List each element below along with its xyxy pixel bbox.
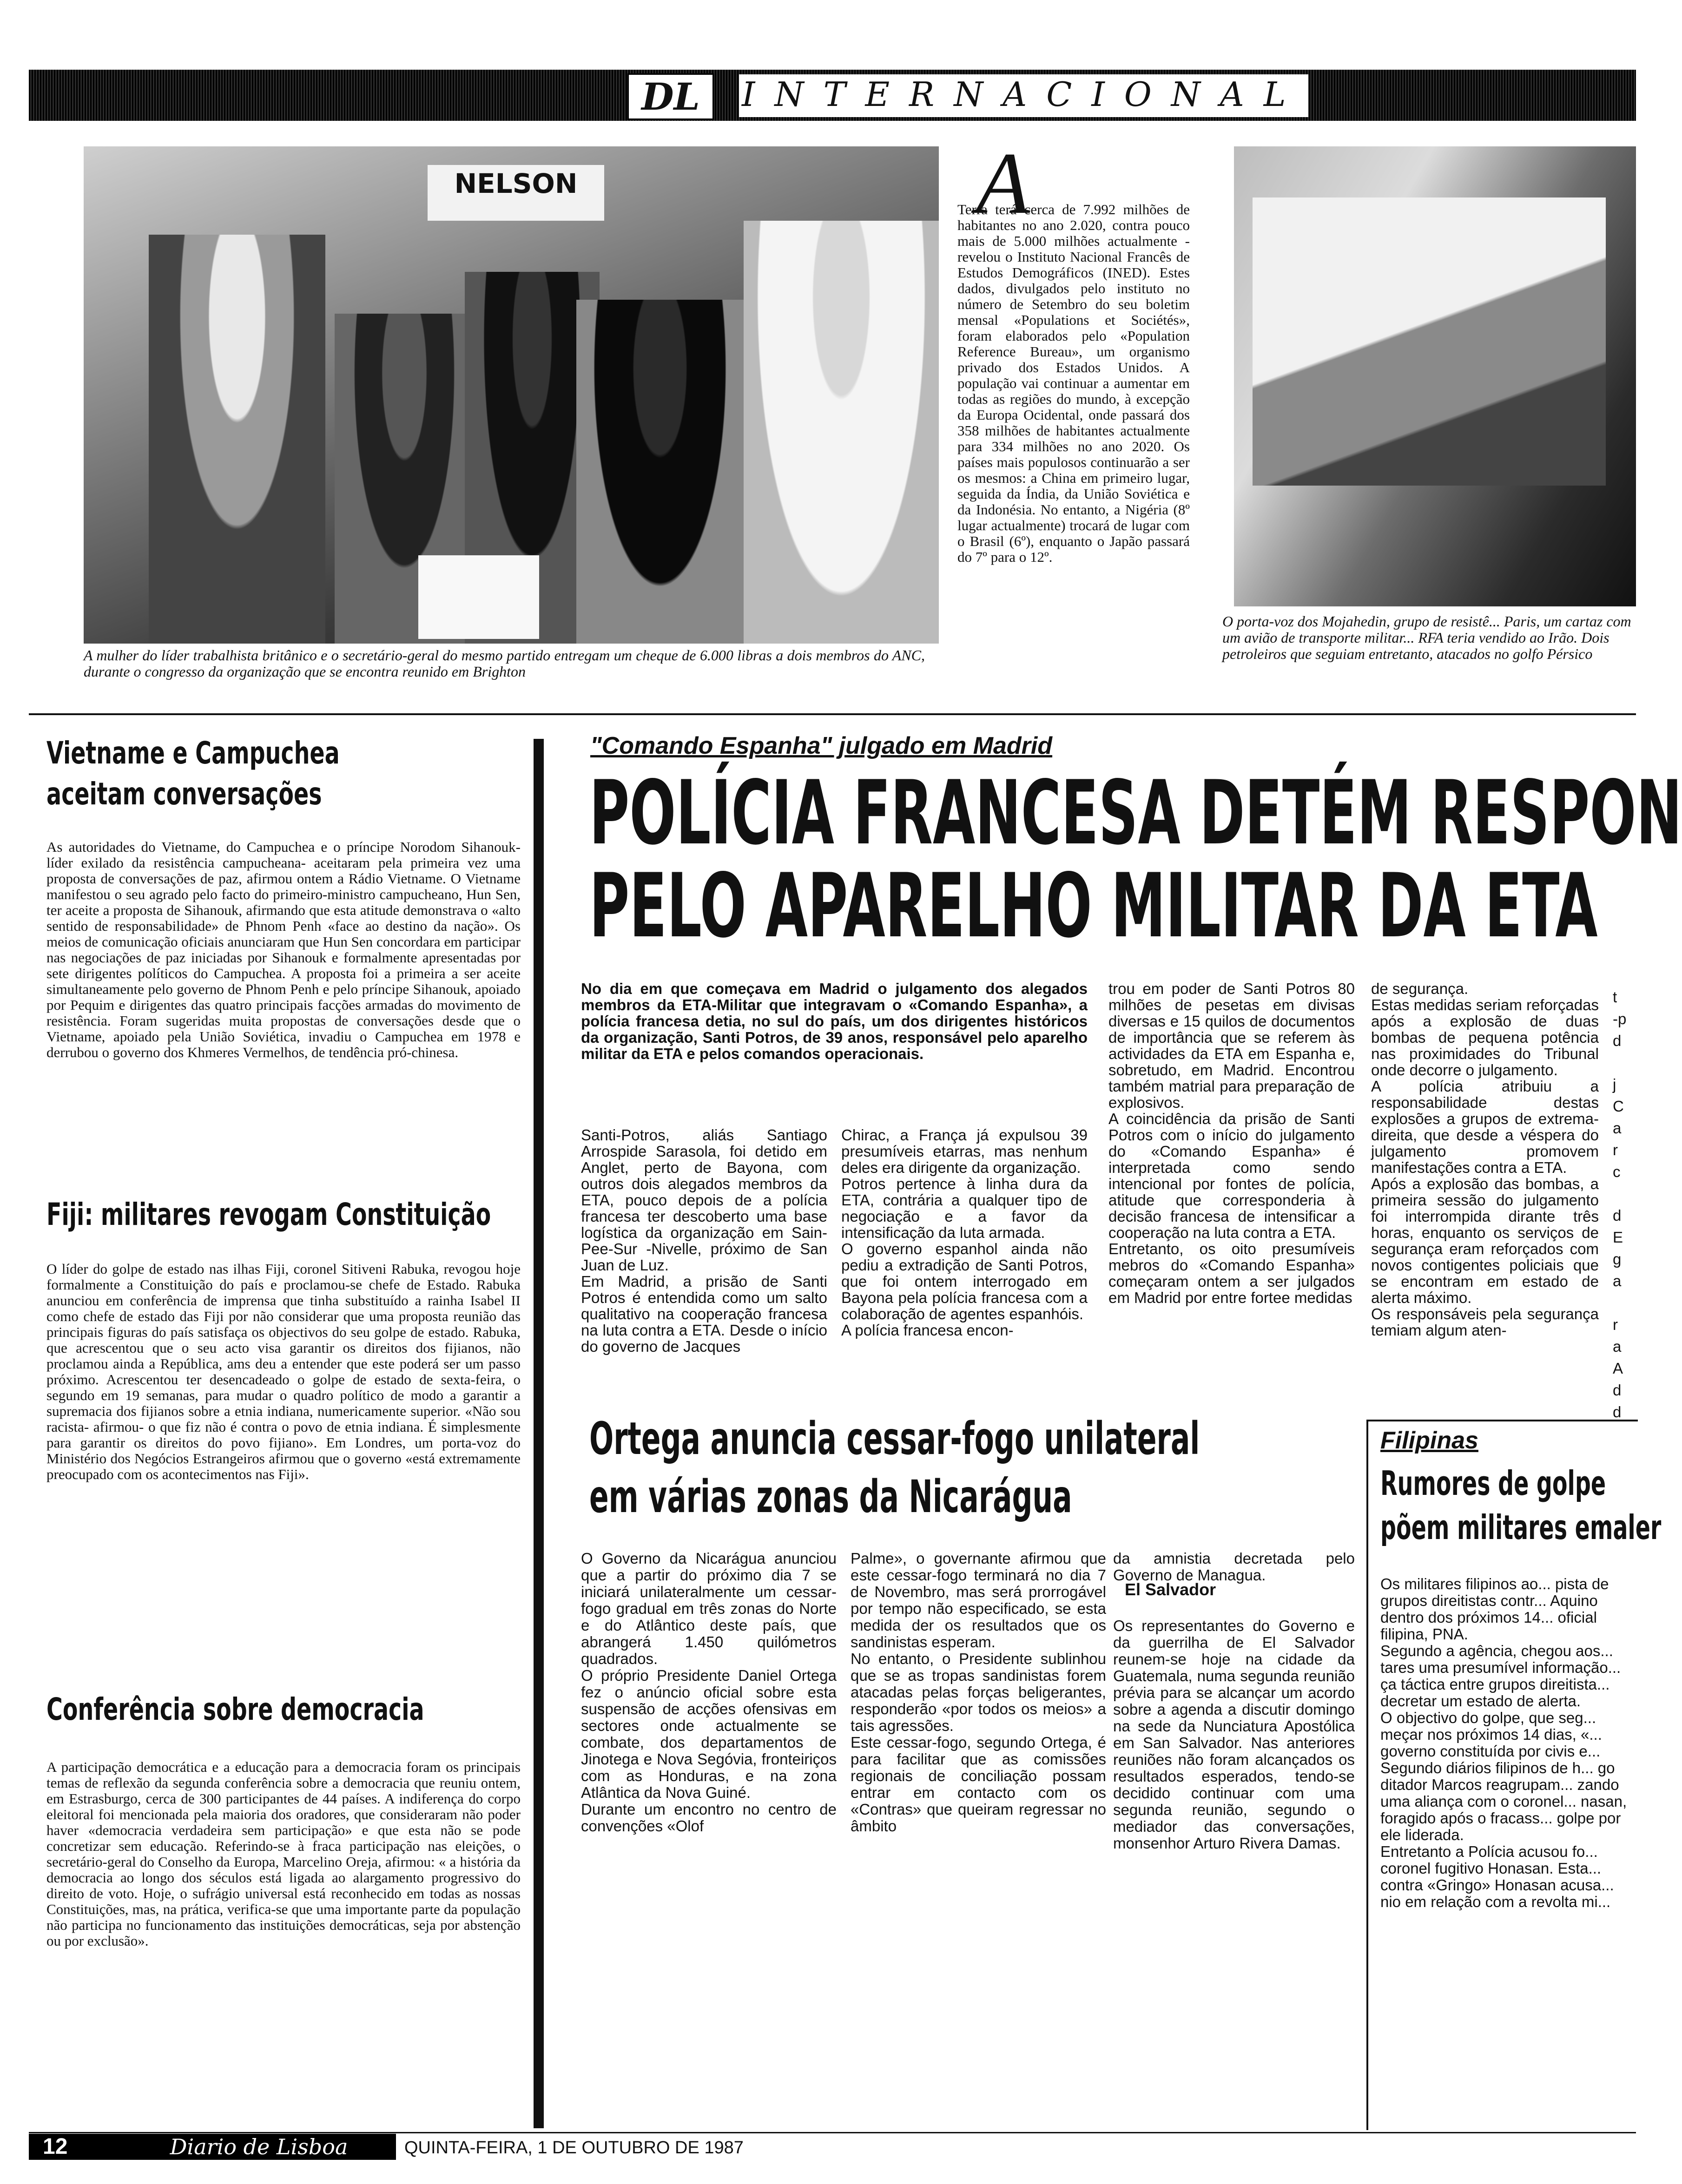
ortega-col3 (1113, 1533, 1355, 1584)
ortega-title-line1 (589, 1413, 1200, 1465)
eta-kicker (590, 732, 1052, 760)
population-article-text (957, 186, 1190, 711)
eta-col1-text: Santi-Potros, aliás Santiago Arrospide Sarasola, foi detido em Anglet, perto de Bayona, com outros dois alegados membros da ETA, pouco depois de a polícia francesa ter descoberto uma base logística da organização em Sain-Pee-Sur -Nivelle, próximo de San Juan de Luz. Em Madrid, a prisão de Santi Potros é entendida como um salto qualitativo na cooperação francesa na luta contra a ETA. Desde o início do governo de Jacques (581, 1126, 827, 1355)
fiji-body (46, 1245, 521, 1654)
fiji-body-text: O líder do golpe de estado nas ilhas Fiji, coronel Sitiveni Rabuka, revogou hoje formalmente a Constituição do país e proclamou-se chefe de Estado. Rabuka anunciou em conferência de imprensa que tinha substituído a rainha Isabel II como chefe de estado das Fiji por não considerar que uma proposta reunião das principais figuras do país satisfaça os objectivos do seu golpe de estado. Rabuka, que acrescentou que o seu acto visa garantir os direitos dos fijianos, não proclamou ainda a República, ams deu a entender que este poderá ser um passo próximo. Acrescentou ter desencadeado o golpe de estado de sexta-feira, o segundo em 19 semanas, para mudar o quadro político de modo a garantir a supremacia dos fijianos sobre a etnia indiana, numericamente superior. «Não sou racista- afirmou- o que fiz não é contra o povo de etnia indiana. É simplesmente para garantir os direitos do povo fijiano». Em Londres, um porta-voz do Ministério dos Negócios Estrangeiros afirmou que o governo «está extremamente preocupado com os acontecimentos nas Fiji». (46, 1261, 521, 1482)
el-salvador-subhead (1125, 1580, 1216, 1599)
eta-headline-2: PELO APARELHO MILITAR DA ETA (589, 855, 1598, 957)
footer-page-number: 12 (43, 2134, 68, 2159)
ortega-col2 (851, 1533, 1106, 2128)
conferencia-body (46, 1743, 521, 2125)
eta-lead-text: No dia em que começava em Madrid o julgamento dos alegados membros da ETA-Militar que integravam o «Comando Espanha», a polícia francesa detia, no sul do país, um dos dirigentes históricos da organização, Santi Potros, de 39 anos, responsável pelo aparelho militar da ETA e pelos comandos operacionais. (581, 980, 1088, 1062)
eta-kicker-text: "Comando Espanha" julgado em Madrid (590, 732, 1053, 759)
logo-text: DL (641, 75, 700, 118)
filipinas-title-2: põem militares emaler (1380, 1508, 1662, 1547)
right-edge-fragments-text: t -p d j C a r c d E g a r a A d d (1613, 988, 1627, 1421)
filipinas-title-1: Rumores de golpe (1380, 1464, 1606, 1503)
photo-sign (428, 165, 604, 221)
eta-col4-text: de segurança. Estas medidas seriam reforçadas após a explosão de duas bombas de pequena potência nas proximidades do Tribunal onde decorre o julgamento. A polícia atribuiu a responsabilidade destas explosões a grupos de extrema-direita, que desde a véspera do julgamento promovem manifestações contra a ETA. Após a explosão das bombas, a primeira sessão do julgamento foi interrompida dirante três horas, enquanto os serviços de segurança eram reforçados com novos contigentes policiais que se encontram em estado de alerta máximo. Os responsáveis pela segurança temiam algum aten- (1371, 980, 1599, 1339)
eta-col2-text: Chirac, a França já expulsou 39 presumíveis etarras, mas nenhum deles era dirigente da organização. Potros pertence à linha dura da ETA, contrária a qualquer tipo de negociação e a favor da intensificação da luta armada. O governo espanhol ainda não pediu a extradição de Santi Potros, que foi ontem interrogado em Bayona pela polícia francesa com a colaboração de agentes espanhóis. A polícia francesa encon- (841, 1126, 1088, 1339)
column-divider (534, 739, 544, 2128)
conferencia-title (46, 1691, 424, 1727)
header-logo (627, 73, 714, 120)
footer-rule (29, 2132, 1636, 2133)
filipinas-title-line2 (1380, 1508, 1661, 1547)
photo-poster (1253, 197, 1606, 486)
footer-paper-box (122, 2134, 396, 2160)
filipinas-body-text: Os militares filipinos ao... pista de grupos direitistas contr... Aquino dentro dos próximos 14... oficial filipina, PNA. Segundo a agência, chegou aos... tares uma presumível informação... ça táctica entre grupos direitista... decretar um estado de alerta. O objectivo do golpe, que seg... meçar nos próximos 14 dias, «... governo constituída por civis e... Segundo diários filipinos de h... go ditador Marcos reagrupam... zando uma aliança com o coronel... nasan, foragido após o fracass... golpe por ele liderada. Entretanto a Polícia acusou fo... coronel fugitivo Honasan. Esta... contra «Gringo» Honasan acusa... nio em relação com a revolta mi... (1380, 1575, 1627, 1910)
eta-col3-text: trou em poder de Santi Potros 80 milhões de pesetas em divisas diversas e 15 quilos de documentos de importância que se referem às actividades da ETA em Espanha e, sobretudo, em Madrid. Encontrou também matrial para preparação de explosivos. A coincidência da prisão de Santi Potros com o início do julgamento do «Comando Espanha» é interpretada como sendo intencional por fontes de polícia, atitude que corresponderia à decisão francesa de intensificar a cooperação na luta contra a ETA. Entretanto, os oito presumíveis mebros do «Comando Espanha» começaram ontem a ser julgados em Madrid por entre fortee medidas (1108, 980, 1355, 1306)
vietnam-body-text: As autoridades do Vietname, do Campuchea e o príncipe Norodom Sihanouk- líder exilado da resistência campucheana- aceitaram pela primeira vez uma proposta de conversações de paz, afirmou ontem a Rádio Vietname. O Vietname manifestou o seu agrado pelo facto do primeiro-ministro campucheano, Hun Sen, ter aceite a proposta de Sihanouk, afirmando que esta atitude demonstrava o «alto sentido de responsabilidade» de Phnom Penh «face ao destino da nação». Os meios de comunicação oficiais anunciaram que Hun Sen concordara em participar nas negociações de paz iniciadas por Sihanouk e formalmente apresentadas por sete dirigentes políticos do Campuchea. A proposta foi a primeira a ser aceite simultaneamente pelo governo de Phnom Penh e pelo príncipe Sihanouk, apoiado por Pequim e dirigentes das quatro principais facções armadas do movimento de resistência. Foram sugeridas muita propostas de conversações desde que o Vietname, apoiado pela União Soviética, invadiu o Campuchea em 1978 e derrubou o governo dos Khmeres Vermelhos, de tendência pró-chinesa. (46, 839, 521, 1060)
footer-date-text: QUINTA-FEIRA, 1 DE OUTUBRO DE 1987 (404, 2138, 744, 2158)
section-title (739, 74, 1308, 117)
eta-headline-line1 (589, 762, 1682, 864)
right-edge-fragments (1613, 964, 1636, 1421)
vietnam-body (46, 823, 521, 1186)
ortega-col1-text: O Governo da Nicarágua anunciou que a partir do próximo dia 7 se iniciará unilateralmente um cessar-fogo gradual em três zonas do Norte e do Atlântico deste país, que abrangerá 1.450 quilómetros quadrados. O próprio Presidente Daniel Ortega fez o anúncio oficial sobre esta suspensão de acções ofensivas em sectores onde actualmente se combate, dos departamentos de Jinotega e Nova Segóvia, fronteiriços com as Honduras, e na zona Atlântica da Nova Guiné. Durante um encontro no centro de convenções «Olof (581, 1550, 837, 1835)
photo-mojahedin (1234, 146, 1636, 606)
fiji-title-text: Fiji: militares revogam Constituição (46, 1197, 491, 1232)
filipinas-body (1380, 1559, 1636, 2128)
photo-figure-5 (744, 221, 939, 644)
fiji-title (46, 1197, 491, 1232)
photo-figure-4 (576, 300, 744, 644)
photo-right-caption (1222, 613, 1636, 697)
eta-col4 (1371, 964, 1599, 1413)
ortega-title-line2 (589, 1471, 1072, 1523)
ortega-col2-text: Palme», o governante afirmou que este cessar-fogo terminará no dia 7 de Novembro, mas será prorrogável por tempo não especificado, se esta medida der os resultados que os sandinistas esperam. No entanto, o Presidente sublinhou que se as tropas sandinistas forem atacadas pelas forças beligerantes, responderão «por todos os meios» a tais agressões. Este cessar-fogo, segundo Ortega, é para facilitar que as comissões regionais de conciliação possam entrar em contacto com os «Contras» que queiram regressar no âmbito (851, 1550, 1106, 1835)
footer-paper-name: Diario de Lisboa (170, 2134, 348, 2159)
filipinas-kicker (1380, 1427, 1478, 1454)
eta-col2 (841, 1111, 1088, 1413)
vietnam-title-line2 (46, 776, 322, 812)
footer-page-number-box (29, 2134, 122, 2160)
photo-anc-cheque (84, 146, 939, 644)
vietnam-title-1: Vietname e Campuchea (46, 735, 340, 771)
population-article-body: Terra terá cerca de 7.992 milhões de habitantes no ano 2.020, contra pouco mais de 5.000 milhões actualmente - revelou o Instituto Nacional Francês de Estudos Demográficos (INED). Estes dados, divulgados pelo instituto no número de Setembro do seu boletim mensal «Populations et Sociétés», foram elaborados pelo «Population Reference Bureau», um organismo privado dos Estados Unidos. A população vai continuar a aumentar em todas as regiões do mundo, à excepção da Europa Ocidental, onde passará dos 358 milhões de habitantes actualmente para 334 milhões no ano 2020. Os países mais populosos continuarão a ser os mesmos: a China em primeiro lugar, seguida da Índia, da União Soviética e da Indonésia. No entanto, a Nigéria (8º lugar actualmente) trocará de lugar com o Brasil (6º), enquanto o Japão passará do 7º para o 12º. (957, 201, 1190, 565)
ortega-col3b-text: Os representantes do Governo e da guerrilha de El Salvador reunem-se hoje na cidade da Guatemala, numa segunda reunião prévia para se alcançar um acordo sobre a agenda a discutir domingo na sede da Nunciatura Apostólica em San Salvador. Nas anteriores reuniões não foram alcançados os resultados esperados, tendo-se decidido continuar com uma segunda reunião, segundo o mediador das conversações, monsenhor Arturo Rivera Damas. (1113, 1617, 1355, 1852)
photo-right-caption-text: O porta-voz dos Mojahedin, grupo de resistê... Paris, um cartaz com um avião de transporte militar... RFA teria vendido ao Irão. Dois petroleiros que seguiam entretanto, atacados no golfo Pérsico (1222, 613, 1631, 662)
ortega-title-1: Ortega anuncia cessar-fogo unilateral (589, 1413, 1200, 1465)
photo-left-caption (84, 647, 925, 680)
ortega-title-2: em várias zonas da Nicarágua (589, 1471, 1072, 1523)
footer-date (404, 2136, 744, 2160)
eta-lead (581, 964, 1088, 1113)
photo-sign-text: NELSON (454, 168, 578, 199)
el-salvador-subhead-text: El Salvador (1125, 1580, 1216, 1599)
ortega-col3b (1113, 1601, 1355, 2128)
conferencia-body-text: A participação democrática e a educação para a democracia foram os principais temas de reflexão da segunda conferência sobre a democracia que reuniu ontem, em Estrasburgo, cerca de 300 participantes de 44 países. A indiferença do corpo eleitoral foi mencionada pela maioria dos oradores, que consideraram não poder haver «democracia verdadeira sem participação» e que esta não se pode concretizar sem educação. Referindo-se à fraca participação nas eleições, o secretário-geral do Conselho da Europa, Marcelino Oreja, afirmou: « a história da democracia ao longo dos séculos está ligada ao alargamento progressivo do direito de voto. Hoje, o sufrágio universal está reconhecido em todas as nossas Constituições, mas, na prática, verifica-se que uma importante parte da população não participa no funcionamento das instituições democráticas, seja por abstenção ou por exclusão». (46, 1759, 521, 1949)
eta-col3 (1108, 964, 1355, 1413)
eta-headline-1: POLÍCIA FRANCESA DETÉM RESPON (589, 762, 1682, 864)
eta-headline-line2 (589, 855, 1598, 957)
photo-figure-1 (149, 235, 325, 644)
top-section-rule (29, 713, 1636, 715)
vietnam-title-2: aceitam conversações (46, 776, 322, 812)
eta-col1 (581, 1111, 827, 1413)
filipinas-kicker-text: Filipinas (1380, 1427, 1478, 1454)
photo-cheque (418, 555, 539, 639)
dropcap-letter: A (976, 135, 1030, 232)
ortega-col1 (581, 1533, 837, 2128)
section-title-text: INTERNACIONAL (742, 75, 1306, 114)
ortega-col3-text: da amnistia decretada pelo Governo de Managua. (1113, 1550, 1355, 1584)
conferencia-title-text: Conferência sobre democracia (46, 1691, 424, 1727)
filipinas-title-line1 (1380, 1464, 1606, 1503)
vietnam-title-line1 (46, 735, 340, 771)
photo-left-caption-text: A mulher do líder trabalhista britânico e o secretário-geral do mesmo partido entregam um cheque de 6.000 libras a dois membros do ANC, durante o congresso da organização que se encontra reunido em Brighton (84, 647, 925, 680)
